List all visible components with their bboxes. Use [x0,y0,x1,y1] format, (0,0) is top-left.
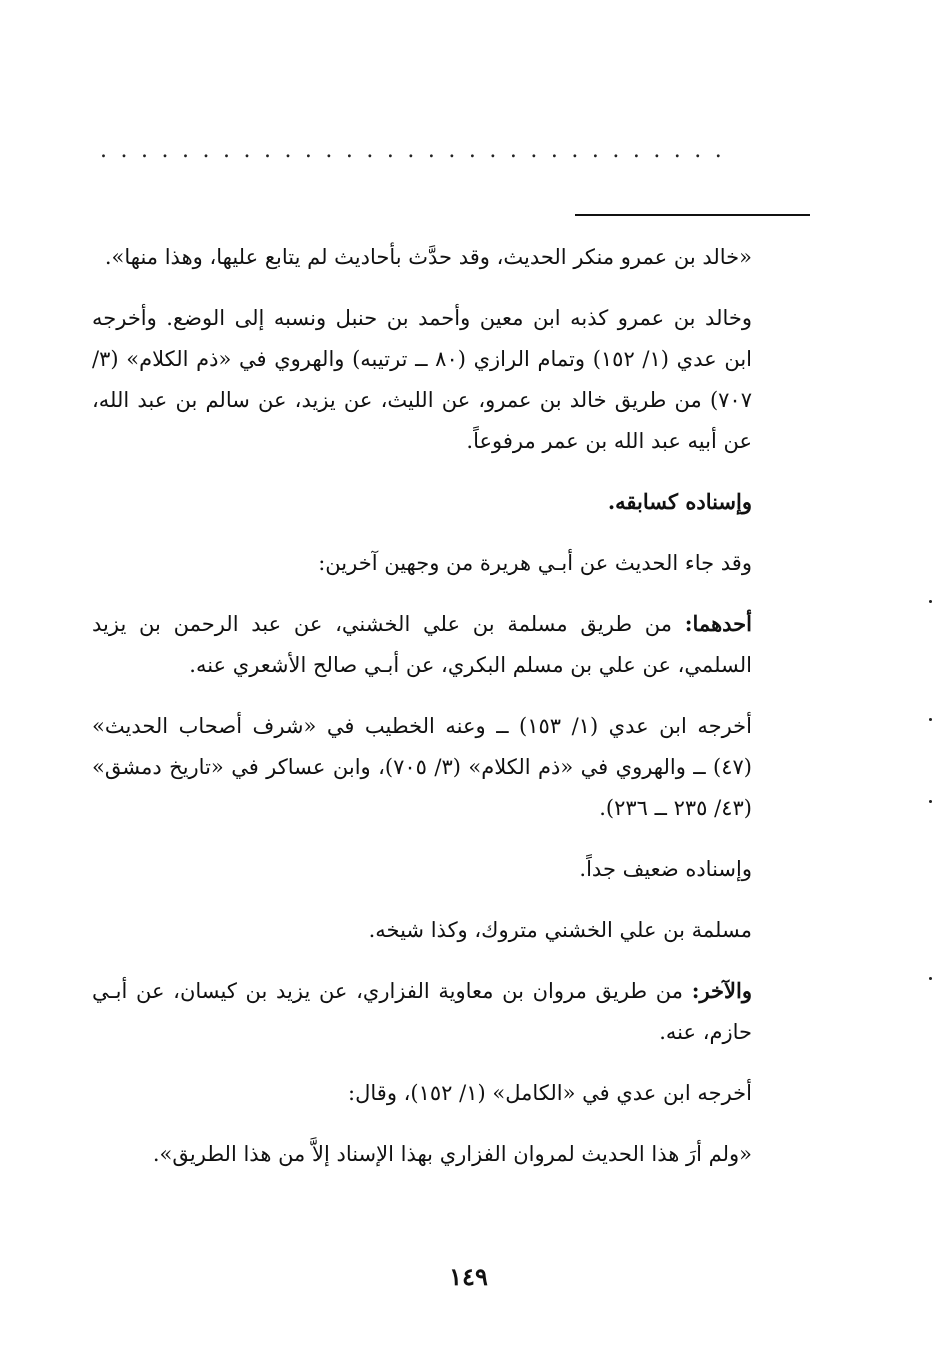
paragraph-text: «خالد بن عمرو منكر الحديث، وقد حدَّث بأحاديث لم يتابع عليها، وهذا منها». [104,245,752,269]
paragraph [92,1133,752,1175]
paragraph-text: وخالد بن عمرو كذبه ابن معين وأحمد بن حنبل ونسبه إلى الوضع. وأخرجه ابن عدي (١/ ١٥٢) وتمام الرازي (٨٠ ــ ترتيبه) والهروي في «ذم الكلام» (٣/ ٧٠٧) من طريق خالد بن عمرو، عن الليث، عن يزيد، عن سالم بن عبد الله، عن أبيه عبد الله بن عمر مرفوعاً. [92,306,752,453]
scan-speck [929,600,932,603]
paragraph-text: وإسناده ضعيف جداً. [579,857,752,881]
scan-speck [929,800,932,803]
paragraph-text: من طريق مروان بن معاوية الفزاري، عن يزيد بن كيسان، عن أبـي حازم، عنه. [92,979,752,1044]
scan-speck [929,718,932,721]
paragraph-text: مسلمة بن علي الخشني متروك، وكذا شيخه. [368,918,752,942]
paragraph-text: «ولم أرَ هذا الحديث لمروان الفزاري بهذا الإسناد إلاَّ من هذا الطريق». [152,1142,752,1166]
page-number: ١٤٩ [449,1262,488,1291]
scan-speck [929,977,932,980]
paragraph [92,848,752,890]
footnote-body [92,236,752,1194]
paragraph-text: أخرجه ابن عدي (١/ ١٥٣) ــ وعنه الخطيب في «شرف أصحاب الحديث» (٤٧) ــ والهروي في «ذم الكلام» (٣/ ٧٠٥)، وابن عساكر في «تاريخ دمشق» (٤٣/ ٢٣٥ ــ ٢٣٦). [92,714,752,820]
dotted-separator: ............................... [100,140,736,162]
paragraph [92,236,752,278]
paragraph [92,481,752,523]
paragraph [92,970,752,1053]
paragraph-text: أخرجه ابن عدي في «الكامل» (١/ ١٥٢)، وقال: [348,1081,752,1105]
paragraph [92,705,752,829]
paragraph-label: أحدهما: [684,611,752,636]
paragraph [92,909,752,951]
paragraph [92,1072,752,1114]
paragraph-text: وقد جاء الحديث عن أبـي هريرة من وجهين آخرين: [318,551,752,575]
paragraph-label: وإسناده كسابقه. [607,489,752,514]
paragraph-label: والآخر: [691,978,752,1003]
paragraph [92,542,752,584]
paragraph [92,297,752,462]
paragraph-text: من طريق مسلمة بن علي الخشني، عن عبد الرحمن بن يزيد السلمي، عن علي بن مسلم البكري، عن أبـي صالح الأشعري عنه. [92,612,752,677]
footnote-rule [575,214,810,216]
paragraph [92,603,752,686]
